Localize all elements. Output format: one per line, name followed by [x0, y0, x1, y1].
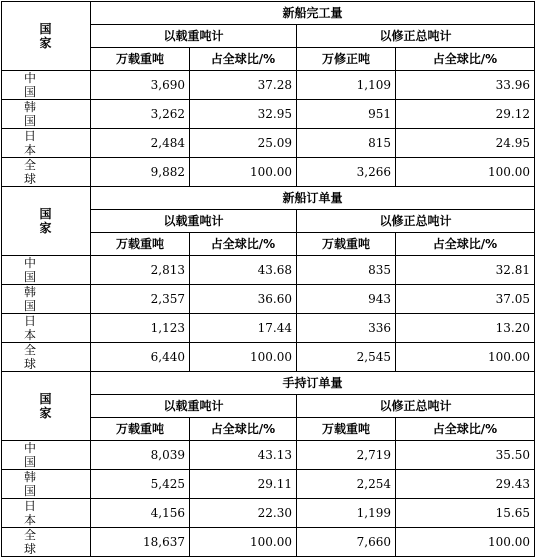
table-row — [2, 256, 535, 285]
country-cell: 中 国 — [2, 256, 91, 285]
country-cell: 日 本 — [2, 314, 91, 343]
value-cell: 2,813 — [91, 256, 190, 285]
col-b1-header: 万载重吨 — [297, 418, 396, 441]
value-cell: 32.81 — [396, 256, 535, 285]
section-orderbook — [2, 372, 535, 557]
col-b1-header: 万载重吨 — [297, 233, 396, 256]
value-cell: 3,266 — [297, 158, 396, 187]
section-title-row — [2, 2, 535, 25]
country-cell: 中 国 — [2, 71, 91, 100]
value-cell: 5,425 — [91, 470, 190, 499]
country-cell: 日 本 — [2, 129, 91, 158]
value-cell: 100.00 — [190, 158, 297, 187]
col-a2-header: 占全球比/% — [190, 233, 297, 256]
group-a-header: 以载重吨计 — [91, 210, 297, 233]
col-a1-header: 万载重吨 — [91, 48, 190, 71]
value-cell: 1,109 — [297, 71, 396, 100]
table-row — [2, 129, 535, 158]
value-cell: 33.96 — [396, 71, 535, 100]
value-cell: 29.43 — [396, 470, 535, 499]
value-cell: 2,484 — [91, 129, 190, 158]
col-a2-header: 占全球比/% — [190, 418, 297, 441]
value-cell: 15.65 — [396, 499, 535, 528]
group-b-header: 以修正总吨计 — [297, 210, 535, 233]
table-row — [2, 71, 535, 100]
value-cell: 2,254 — [297, 470, 396, 499]
value-cell: 951 — [297, 100, 396, 129]
table-row — [2, 528, 535, 557]
value-cell: 3,262 — [91, 100, 190, 129]
value-cell: 22.30 — [190, 499, 297, 528]
section-title: 手持订单量 — [91, 372, 535, 395]
col-b2-header: 占全球比/% — [396, 418, 535, 441]
value-cell: 35.50 — [396, 441, 535, 470]
table-row — [2, 100, 535, 129]
value-cell: 43.68 — [190, 256, 297, 285]
group-b-header: 以修正总吨计 — [297, 25, 535, 48]
value-cell: 9,882 — [91, 158, 190, 187]
table-row — [2, 470, 535, 499]
value-cell: 43.13 — [190, 441, 297, 470]
value-cell: 8,039 — [91, 441, 190, 470]
value-cell: 37.05 — [396, 285, 535, 314]
country-cell: 韩 国 — [2, 100, 91, 129]
country-header: 国 家 — [2, 187, 91, 256]
col-a1-header: 万载重吨 — [91, 418, 190, 441]
value-cell: 7,660 — [297, 528, 396, 557]
value-cell: 37.28 — [190, 71, 297, 100]
country-cell: 全 球 — [2, 343, 91, 372]
value-cell: 2,357 — [91, 285, 190, 314]
col-a1-header: 万载重吨 — [91, 233, 190, 256]
value-cell: 3,690 — [91, 71, 190, 100]
section-title-row — [2, 187, 535, 210]
section-completions — [2, 2, 535, 187]
value-cell: 17.44 — [190, 314, 297, 343]
value-cell: 100.00 — [190, 343, 297, 372]
section-new-orders — [2, 187, 535, 372]
col-b2-header: 占全球比/% — [396, 233, 535, 256]
col-b1-header: 万修正吨 — [297, 48, 396, 71]
value-cell: 336 — [297, 314, 396, 343]
group-a-header: 以载重吨计 — [91, 25, 297, 48]
table-row — [2, 314, 535, 343]
value-cell: 18,637 — [91, 528, 190, 557]
col-a2-header: 占全球比/% — [190, 48, 297, 71]
country-cell: 全 球 — [2, 158, 91, 187]
shipbuilding-stats-table — [1, 1, 535, 557]
table-row — [2, 158, 535, 187]
value-cell: 815 — [297, 129, 396, 158]
country-header: 国 家 — [2, 372, 91, 441]
section-title: 新船订单量 — [91, 187, 535, 210]
value-cell: 1,123 — [91, 314, 190, 343]
country-cell: 韩 国 — [2, 285, 91, 314]
country-cell: 韩 国 — [2, 470, 91, 499]
value-cell: 2,719 — [297, 441, 396, 470]
table-row — [2, 343, 535, 372]
col-b2-header: 占全球比/% — [396, 48, 535, 71]
value-cell: 29.12 — [396, 100, 535, 129]
value-cell: 25.09 — [190, 129, 297, 158]
value-cell: 13.20 — [396, 314, 535, 343]
value-cell: 100.00 — [396, 343, 535, 372]
value-cell: 100.00 — [190, 528, 297, 557]
group-a-header: 以载重吨计 — [91, 395, 297, 418]
section-title-row — [2, 372, 535, 395]
group-b-header: 以修正总吨计 — [297, 395, 535, 418]
country-cell: 中 国 — [2, 441, 91, 470]
value-cell: 100.00 — [396, 158, 535, 187]
value-cell: 29.11 — [190, 470, 297, 499]
table-row — [2, 285, 535, 314]
country-cell: 全 球 — [2, 528, 91, 557]
value-cell: 100.00 — [396, 528, 535, 557]
value-cell: 4,156 — [91, 499, 190, 528]
value-cell: 1,199 — [297, 499, 396, 528]
value-cell: 32.95 — [190, 100, 297, 129]
value-cell: 943 — [297, 285, 396, 314]
value-cell: 24.95 — [396, 129, 535, 158]
value-cell: 2,545 — [297, 343, 396, 372]
table-row — [2, 499, 535, 528]
value-cell: 36.60 — [190, 285, 297, 314]
country-cell: 日 本 — [2, 499, 91, 528]
country-header: 国 家 — [2, 2, 91, 71]
value-cell: 835 — [297, 256, 396, 285]
value-cell: 6,440 — [91, 343, 190, 372]
section-title: 新船完工量 — [91, 2, 535, 25]
table-row — [2, 441, 535, 470]
